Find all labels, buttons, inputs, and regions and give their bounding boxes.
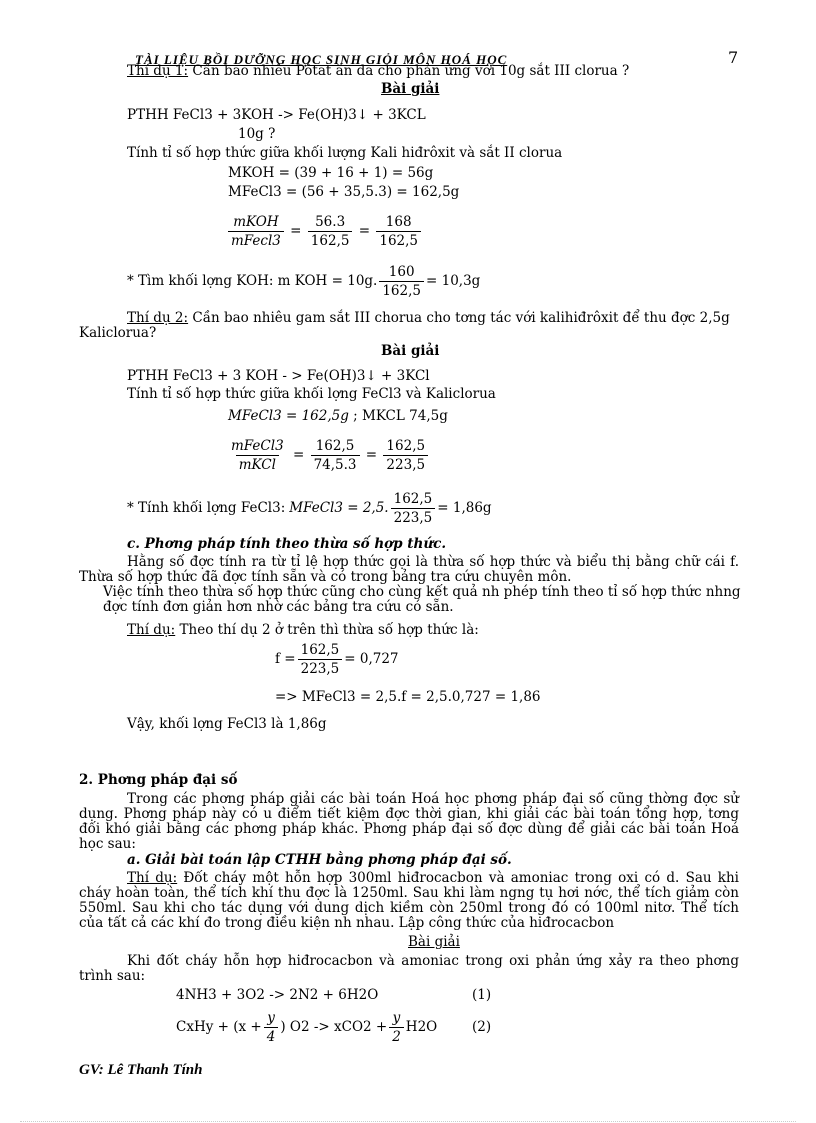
ex2-question: Cần bao nhiêu gam sắt III chorua cho tơng tác với kalihiđrôxit để thu đợc 2,5g	[192, 310, 730, 326]
ex1-question: Cần bao nhiêu Pôtat ăn da cho phản ứng với 10g sắt III clorua ?	[192, 63, 630, 79]
ex1-frac-lhs: $\frac{\text{mKOH}}{\text{mFecl3}}$	[228, 213, 284, 250]
ex2-frac-lhs: $\frac{\text{mFeCl3}}{\text{mKCl}}$	[231, 438, 284, 473]
page-bottom-divider	[20, 1121, 796, 1122]
section-c-conclusion: Vậy, khối lợng FeCl3 là 1,86g	[127, 716, 327, 732]
section-c-example: Thí dụ: Theo thí dụ 2 ở trên thì thừa số hợp thức là:	[127, 622, 479, 638]
section-2a-title: a. Giải bài toán lập CTHH bằng phơng pháp đại số.	[127, 852, 512, 868]
equation-2: CxHy + (x + $\frac{y}{4}$ ) O2 -> xCO2 + $\frac{y}{2}$ H2O	[176, 1010, 438, 1045]
ex2-question-line	[127, 311, 730, 326]
page-header-title: TÀI LIỆU BỒI DƯỠNG HỌC SINH GIỎI MÔN HOÁ HỌC	[135, 52, 508, 67]
ex1-find-frac: $\frac{160}{162,5}$	[379, 263, 424, 300]
footer-author: GV: Lê Thanh Tính	[79, 1062, 203, 1078]
ex1-pthh: PTHH FeCl3 + 3KOH -> Fe(OH)3↓ + 3KCL	[127, 107, 426, 123]
section-2a-solution-title: Bài giải	[408, 934, 460, 950]
ex1-label: Thí dụ 1:	[127, 63, 189, 79]
ex2-frac-b: $\frac{162,5}{223,5}$	[383, 437, 428, 474]
ex2-find-frac: $\frac{162,5}{223,5}$	[391, 490, 436, 527]
page-number: 7	[728, 48, 739, 67]
section-2a-example: Thí dụ: Đốt cháy một hỗn hợp 300ml hiđrocacbon và amoniac trong oxi có d. Sau khi cháy hoàn toàn, thể tích khí thu đợc là 1250ml. Sau khi làm ngng tụ hơi nớc, thể tích giảm còn 550ml. Sau khi cho tác dụng với dung dịch kiềm còn 250ml trong đó có 100ml nitơ. Thể tích của tất cả các khí đo trong điều kiện nh nhau. Lập công thức của hiđrocacbon	[79, 870, 740, 931]
ex2-m-line: MFeCl3 = 162,5g ; MKCL 74,5g	[228, 408, 448, 424]
section-2-title: 2. Phơng pháp đại số	[79, 772, 238, 788]
ex2-find-fecl3: * Tính khối lợng FeCl3: MFeCl3 = 2,5. $\frac{162,5}{223,5}$ = 1,86g	[127, 491, 492, 526]
f-equation: f = $\frac{162,5}{223,5}$ = 0,727	[275, 642, 399, 677]
ex2-solution-title: Bài giải	[381, 343, 440, 359]
ex1-ratio-text: Tính tỉ số hợp thức giữa khối lượng Kali hiđrôxit và sắt II clorua	[127, 145, 563, 161]
ex2-label: Thí dụ 2:	[127, 310, 189, 326]
equation-1: 4NH3 + 3O2 -> 2N2 + 6H2O	[176, 987, 379, 1003]
section-2-p1: Trong các phơng pháp giải các bài toán Hoá học phơng pháp đại số cũng thờng đợc sử dụng. Phơng pháp này có u điểm tiết kiệm đợc thời gian, khi giải các bài toán tổng hợp, tơng đối khó giải bằng các phơng pháp khác. Phơng pháp đại số đợc dùng để giải các bài toán Hoá học sau:	[79, 791, 739, 852]
ex2-ratio-equation: $\frac{\text{mFeCl3}}{\text{mKCl}}$ = $\frac{162,5}{74,5.3}$ = $\frac{162,5}{223,5}$	[226, 437, 430, 474]
ex1-question-line	[127, 64, 629, 79]
section-c-p2a: Việc tính theo thừa số hợp thức cũng cho cùng kết quả nh phép tính theo tỉ số hợp thức nhng	[103, 584, 741, 600]
section-c-p2b: đợc tính đơn giản hơn nhờ các bảng tra cứu có sẵn.	[103, 599, 454, 615]
f-arrow-line: => MFeCl3 = 2,5.f = 2,5.0,727 = 1,86	[275, 689, 541, 705]
ex2-question-cont: Kaliclorua?	[79, 325, 157, 341]
ex1-frac-b: $\frac{168}{162,5}$	[376, 213, 421, 250]
section-c-title: c. Phơng pháp tính theo thừa số hợp thức.	[127, 536, 447, 552]
eq2-frac-y4: $\frac{y}{4}$	[264, 1009, 279, 1046]
eq2-frac-y2: $\frac{y}{2}$	[389, 1009, 404, 1046]
f-frac: $\frac{162,5}{223,5}$	[298, 641, 343, 678]
ex2-frac-a: $\frac{162,5}{74,5.3}$	[311, 437, 360, 474]
section-2a-solution-text: Khi đốt cháy hỗn hợp hiđrocacbon và amoniac trong oxi phản ứng xảy ra theo phơng trình sau:	[79, 953, 739, 984]
ex1-find-koh: * Tìm khối lợng KOH: m KOH = 10g. $\frac{160}{162,5}$ = 10,3g	[127, 264, 481, 299]
ex2-pthh: PTHH FeCl3 + 3 KOH - > Fe(OH)3↓ + 3KCl	[127, 368, 430, 384]
ex1-ratio-equation: $\frac{\text{mKOH}}{\text{mFecl3}}$ = $\frac{56.3}{162,5}$ = $\frac{168}{162,5}$	[226, 213, 423, 250]
ex1-m-koh: MKOH = (39 + 16 + 1) = 56g	[228, 165, 434, 181]
ex1-m-fecl3: MFeCl3 = (56 + 35,5.3) = 162,5g	[228, 184, 460, 200]
ex1-solution-title: Bài giải	[381, 81, 440, 97]
ex1-frac-a: $\frac{56.3}{162,5}$	[308, 213, 353, 250]
equation-2-number: (2)	[472, 1019, 492, 1035]
section-c-p1: Hằng số đợc tính ra từ tỉ lệ hợp thức gọi là thừa số hợp thức và biểu thị bằng chữ cái f. Thừa số hợp thức đã đợc tính sẵn và có trong bảng tra cứu chuyên môn.	[79, 554, 739, 585]
ex2-ratio-text: Tính tỉ số hợp thức giữa khối lợng FeCl3 và Kaliclorua	[127, 386, 496, 402]
equation-1-number: (1)	[472, 987, 492, 1003]
ex1-given: 10g ?	[238, 126, 276, 142]
